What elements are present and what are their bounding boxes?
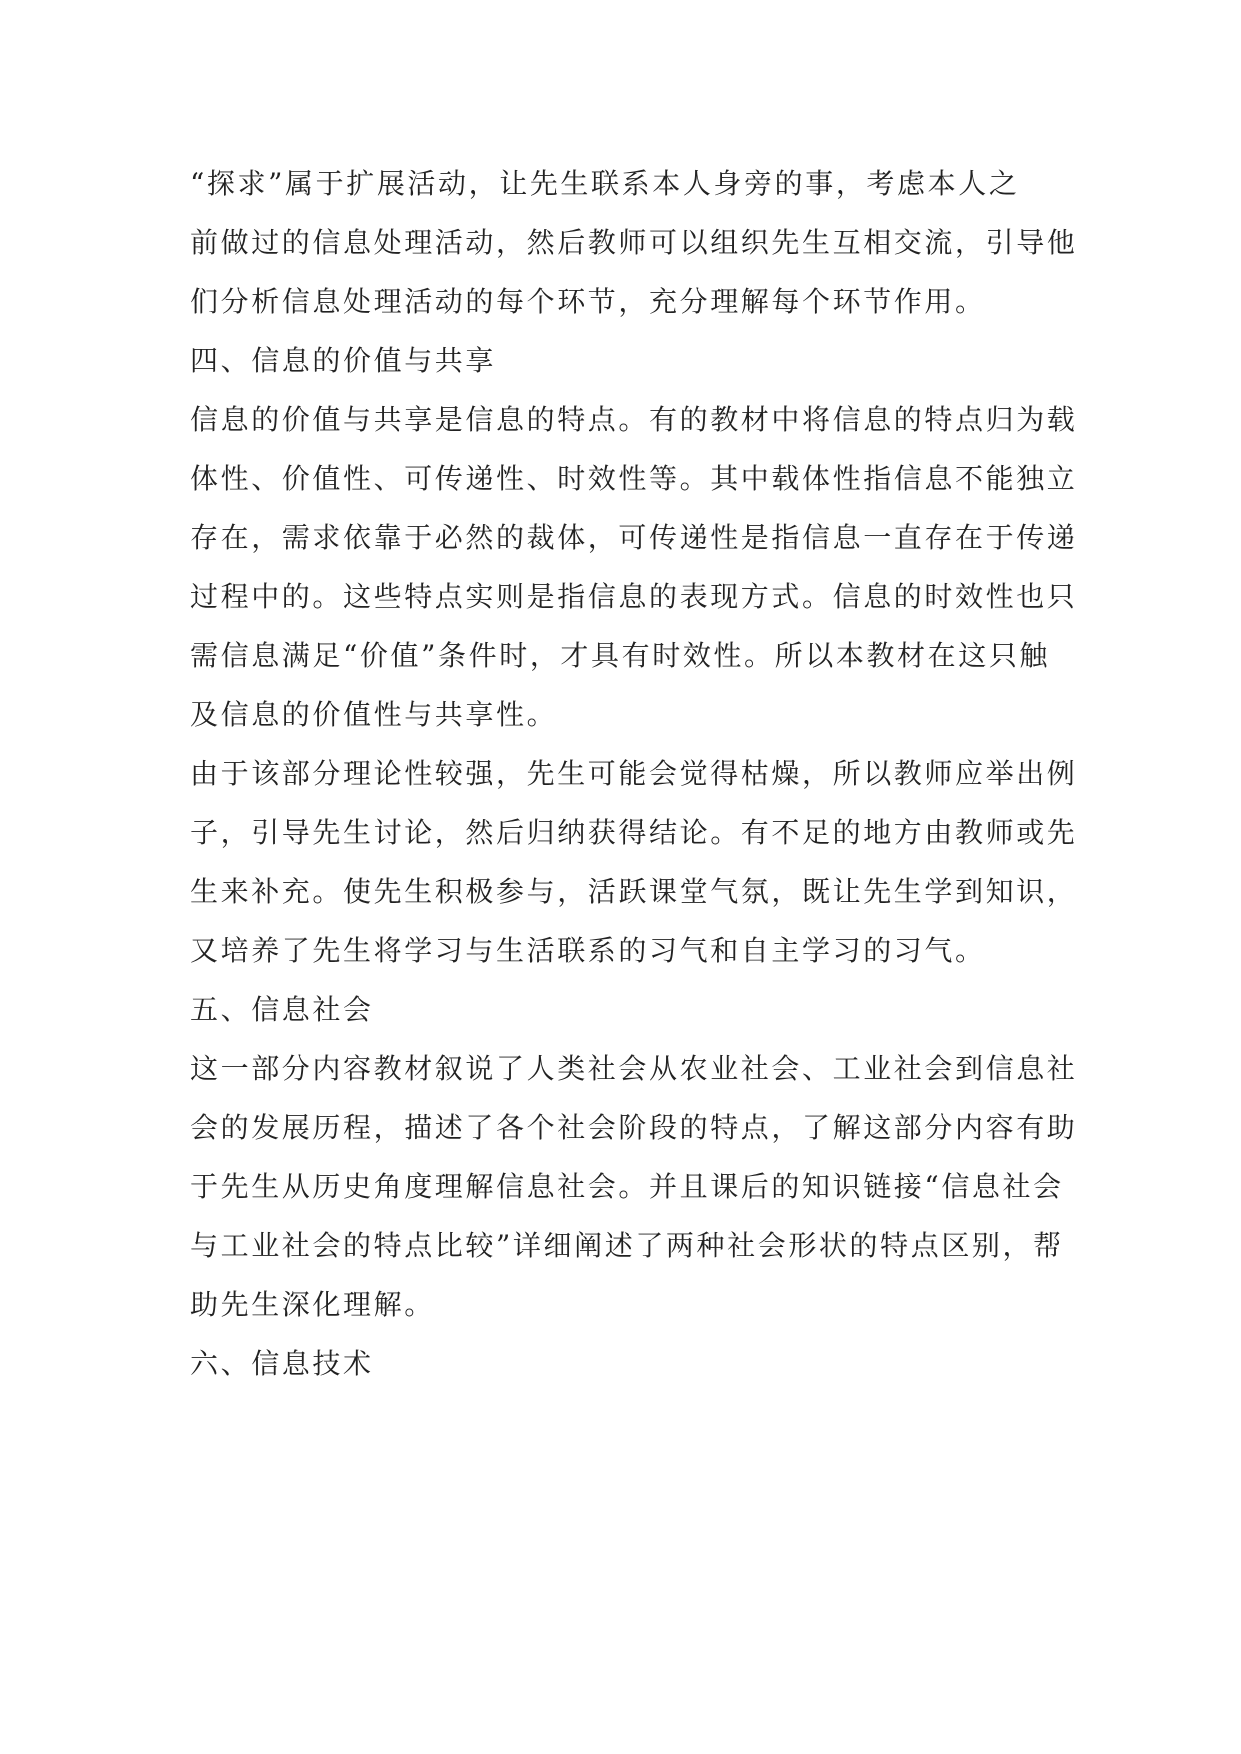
paragraph-society-line-2: 会的发展历程，描述了各个社会阶段的特点，了解这部分内容有助 — [190, 1111, 1078, 1144]
paragraph-value-line-4: 过程中的。这些特点实则是指信息的表现方式。信息的时效性也只 — [190, 580, 1078, 613]
paragraph-teaching-line-1: 由于该部分理论性较强，先生可能会觉得枯燥，所以教师应举出例 — [190, 757, 1078, 790]
paragraph-society-line-4: 与工业社会的特点比较”详细阐述了两种社会形状的特点区别，帮 — [190, 1229, 1064, 1262]
paragraph-exploration-line-2: 前做过的信息处理活动，然后教师可以组织先生互相交流，引导他 — [190, 226, 1078, 259]
paragraph-value-line-1: 信息的价值与共享是信息的特点。有的教材中将信息的特点归为载 — [190, 403, 1078, 436]
paragraph-value-line-3: 存在，需求依靠于必然的裁体，可传递性是指信息一直存在于传递 — [190, 521, 1078, 554]
paragraph-exploration-line-1: “探求”属于扩展活动，让先生联系本人身旁的事，考虑本人之 — [190, 167, 1020, 200]
paragraph-value-line-2: 体性、价值性、可传递性、时效性等。其中载体性指信息不能独立 — [190, 462, 1078, 495]
paragraph-exploration-line-3: 们分析信息处理活动的每个环节，充分理解每个环节作用。 — [190, 285, 986, 318]
paragraph-value-line-5: 需信息满足“价值”条件时，才具有时效性。所以本教材在这只触 — [190, 639, 1051, 672]
heading-value-and-sharing: 四、信息的价值与共享 — [190, 344, 497, 377]
paragraph-society-line-1: 这一部分内容教材叙说了人类社会从农业社会、工业社会到信息社 — [190, 1052, 1078, 1085]
heading-information-technology: 六、信息技术 — [190, 1347, 374, 1380]
heading-information-society: 五、信息社会 — [190, 993, 374, 1026]
paragraph-teaching-line-2: 子，引导先生讨论，然后归纳获得结论。有不足的地方由教师或先 — [190, 816, 1078, 849]
paragraph-teaching-line-4: 又培养了先生将学习与生活联系的习气和自主学习的习气。 — [190, 934, 986, 967]
paragraph-teaching-line-3: 生来补充。使先生积极参与，活跃课堂气氛，既让先生学到知识， — [190, 875, 1078, 908]
paragraph-society-line-3: 于先生从历史角度理解信息社会。并且课后的知识链接“信息社会 — [190, 1170, 1064, 1203]
paragraph-society-line-5: 助先生深化理解。 — [190, 1288, 435, 1321]
paragraph-value-line-6: 及信息的价值性与共享性。 — [190, 698, 558, 731]
